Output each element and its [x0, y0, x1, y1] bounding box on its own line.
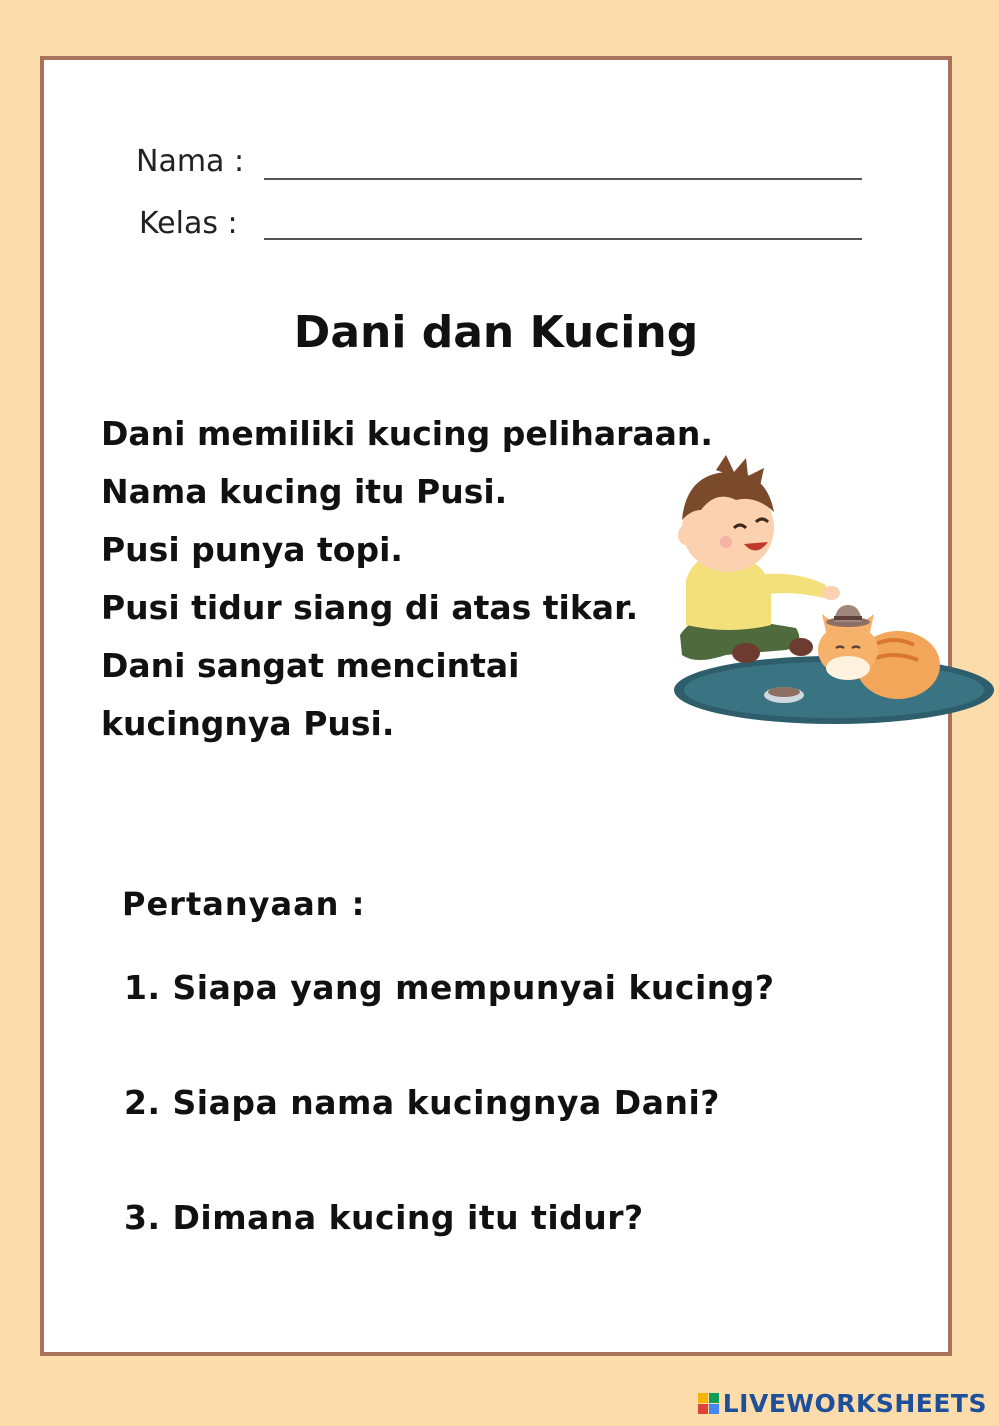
- story-line: kucingnya Pusi.: [101, 704, 395, 743]
- name-field-line[interactable]: [264, 178, 862, 180]
- liveworksheets-logo-icon: [698, 1393, 719, 1414]
- class-field-line[interactable]: [264, 238, 862, 240]
- story-line: Dani sangat mencintai: [101, 646, 520, 685]
- question-item: 2. Siapa nama kucingnya Dani?: [124, 1083, 720, 1122]
- page-title: Dani dan Kucing: [293, 307, 699, 358]
- boy-petting-cat-illustration: [656, 450, 996, 730]
- story-line: Dani memiliki kucing peliharaan.: [101, 414, 713, 453]
- question-item: 3. Dimana kucing itu tidur?: [124, 1198, 644, 1237]
- story-line: Nama kucing itu Pusi.: [101, 472, 508, 511]
- question-item: 1. Siapa yang mempunyai kucing?: [124, 968, 775, 1007]
- story-line: Pusi punya topi.: [101, 530, 403, 569]
- questions-heading: Pertanyaan :: [122, 885, 366, 923]
- class-label: Kelas :: [139, 206, 238, 241]
- story-line: Pusi tidur siang di atas tikar.: [101, 588, 639, 627]
- story-text: [101, 405, 713, 753]
- brand-text: LIVEWORKSHEETS: [722, 1389, 987, 1418]
- name-label: Nama :: [136, 144, 245, 179]
- liveworksheets-brand[interactable]: [698, 1389, 987, 1418]
